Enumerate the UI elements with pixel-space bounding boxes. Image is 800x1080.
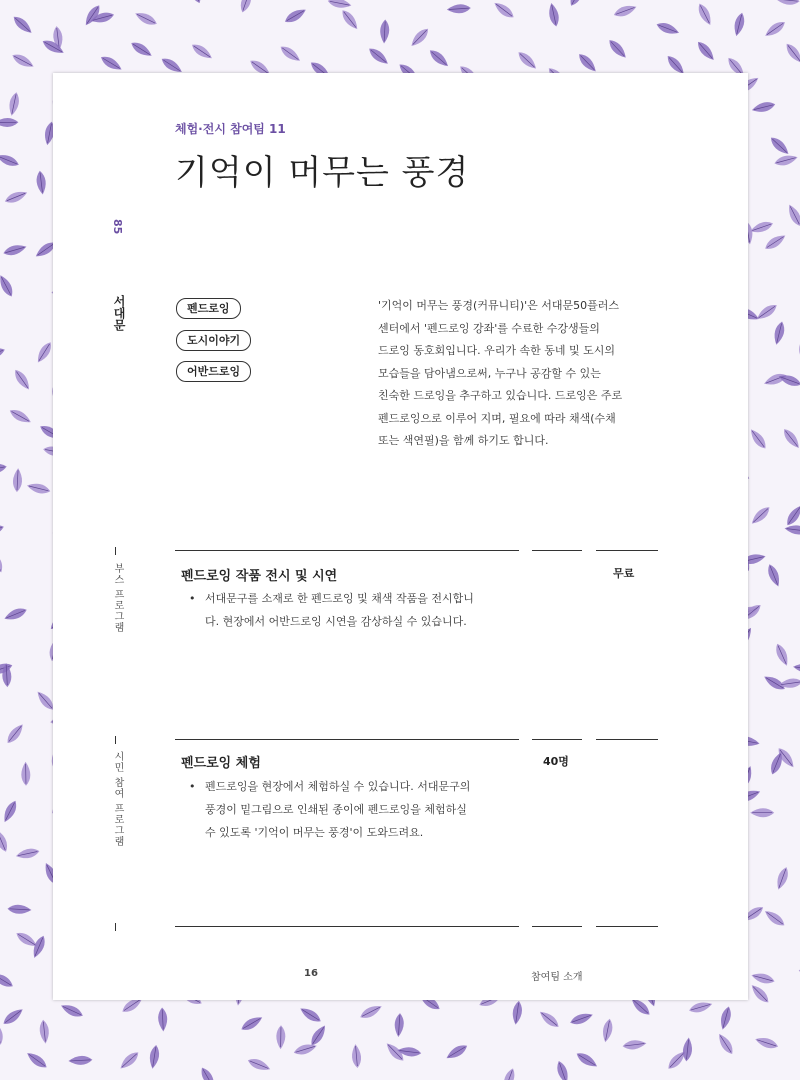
page-title: 기억이 머무는 풍경: [175, 153, 470, 193]
divider-line: [175, 739, 519, 740]
team-subtitle: 체험·전시 참여팀 11: [175, 122, 286, 136]
description-line: 친숙한 드로잉을 추구하고 있습니다. 드로잉은 주로: [378, 389, 623, 402]
divider-line: [596, 739, 658, 740]
description-line: 모습들을 담아냄으로써, 누구나 공감할 수 있는: [378, 366, 601, 380]
description-line: 센터에서 '펜드로잉 강좌'를 수료한 수강생들의: [378, 321, 600, 335]
program-capacity: 40명: [543, 755, 569, 768]
description-line: 드로잉 동호회입니다. 우리가 속한 동네 및 도시의: [378, 344, 615, 357]
description-line: 또는 색연필)을 함께 하기도 합니다.: [378, 434, 549, 447]
page-sheet: [53, 73, 748, 1000]
bullet-line: 수 있도록 '기억이 머무는 풍경'이 도와드려요.: [205, 826, 424, 839]
divider-line: [175, 550, 519, 551]
divider-line: [596, 926, 658, 927]
divider-line: [532, 550, 582, 551]
bullet-line: 펜드로잉을 현장에서 체험하실 수 있습니다. 서대문구의: [205, 780, 471, 793]
page-number: 16: [304, 968, 318, 979]
bullet-line: 풍경이 밑그림으로 인쇄된 종이에 펜드로잉을 체험하실: [205, 803, 467, 816]
divider-line: [175, 926, 519, 927]
team-description: [378, 295, 668, 453]
bullet-line: 다. 현장에서 어반드로잉 시연을 감상하실 수 있습니다.: [205, 615, 467, 628]
program-fee: 무료: [613, 567, 635, 580]
program-title: 펜드로잉 작품 전시 및 시연: [181, 569, 338, 584]
bullet-mark: •: [189, 592, 196, 605]
section-marker: [115, 547, 116, 555]
divider-line: [596, 550, 658, 551]
section-marker: [115, 923, 116, 931]
description-line: '기억이 머무는 풍경(커뮤니티)'은 서대문50플러스: [378, 299, 620, 312]
divider-line: [532, 926, 582, 927]
program-bullet: [189, 775, 503, 844]
tag-city-story: 도시이야기: [176, 330, 251, 351]
bullet-mark: •: [189, 780, 196, 793]
program-type-label: 부스 프로그램: [112, 563, 123, 634]
program-bullet: [189, 587, 503, 633]
description-line: 펜드로잉으로 이루어 지며, 필요에 따라 채색(수채: [378, 411, 616, 425]
divider-line: [532, 739, 582, 740]
footer-section: 참여팀 소개: [531, 972, 583, 983]
program-type-label: 시민 참여 프로그램: [112, 751, 123, 848]
section-marker: [115, 736, 116, 744]
program-title: 펜드로잉 체험: [181, 756, 261, 771]
page-index: 85: [111, 219, 124, 235]
bullet-line: 서대문구를 소재로 한 펜드로잉 및 채색 작품을 전시합니: [205, 592, 474, 605]
tag-urban-drawing: 어반드로잉: [176, 361, 251, 382]
tag-pen-drawing: 펜드로잉: [176, 298, 241, 319]
district-label: 서대문: [112, 295, 126, 331]
